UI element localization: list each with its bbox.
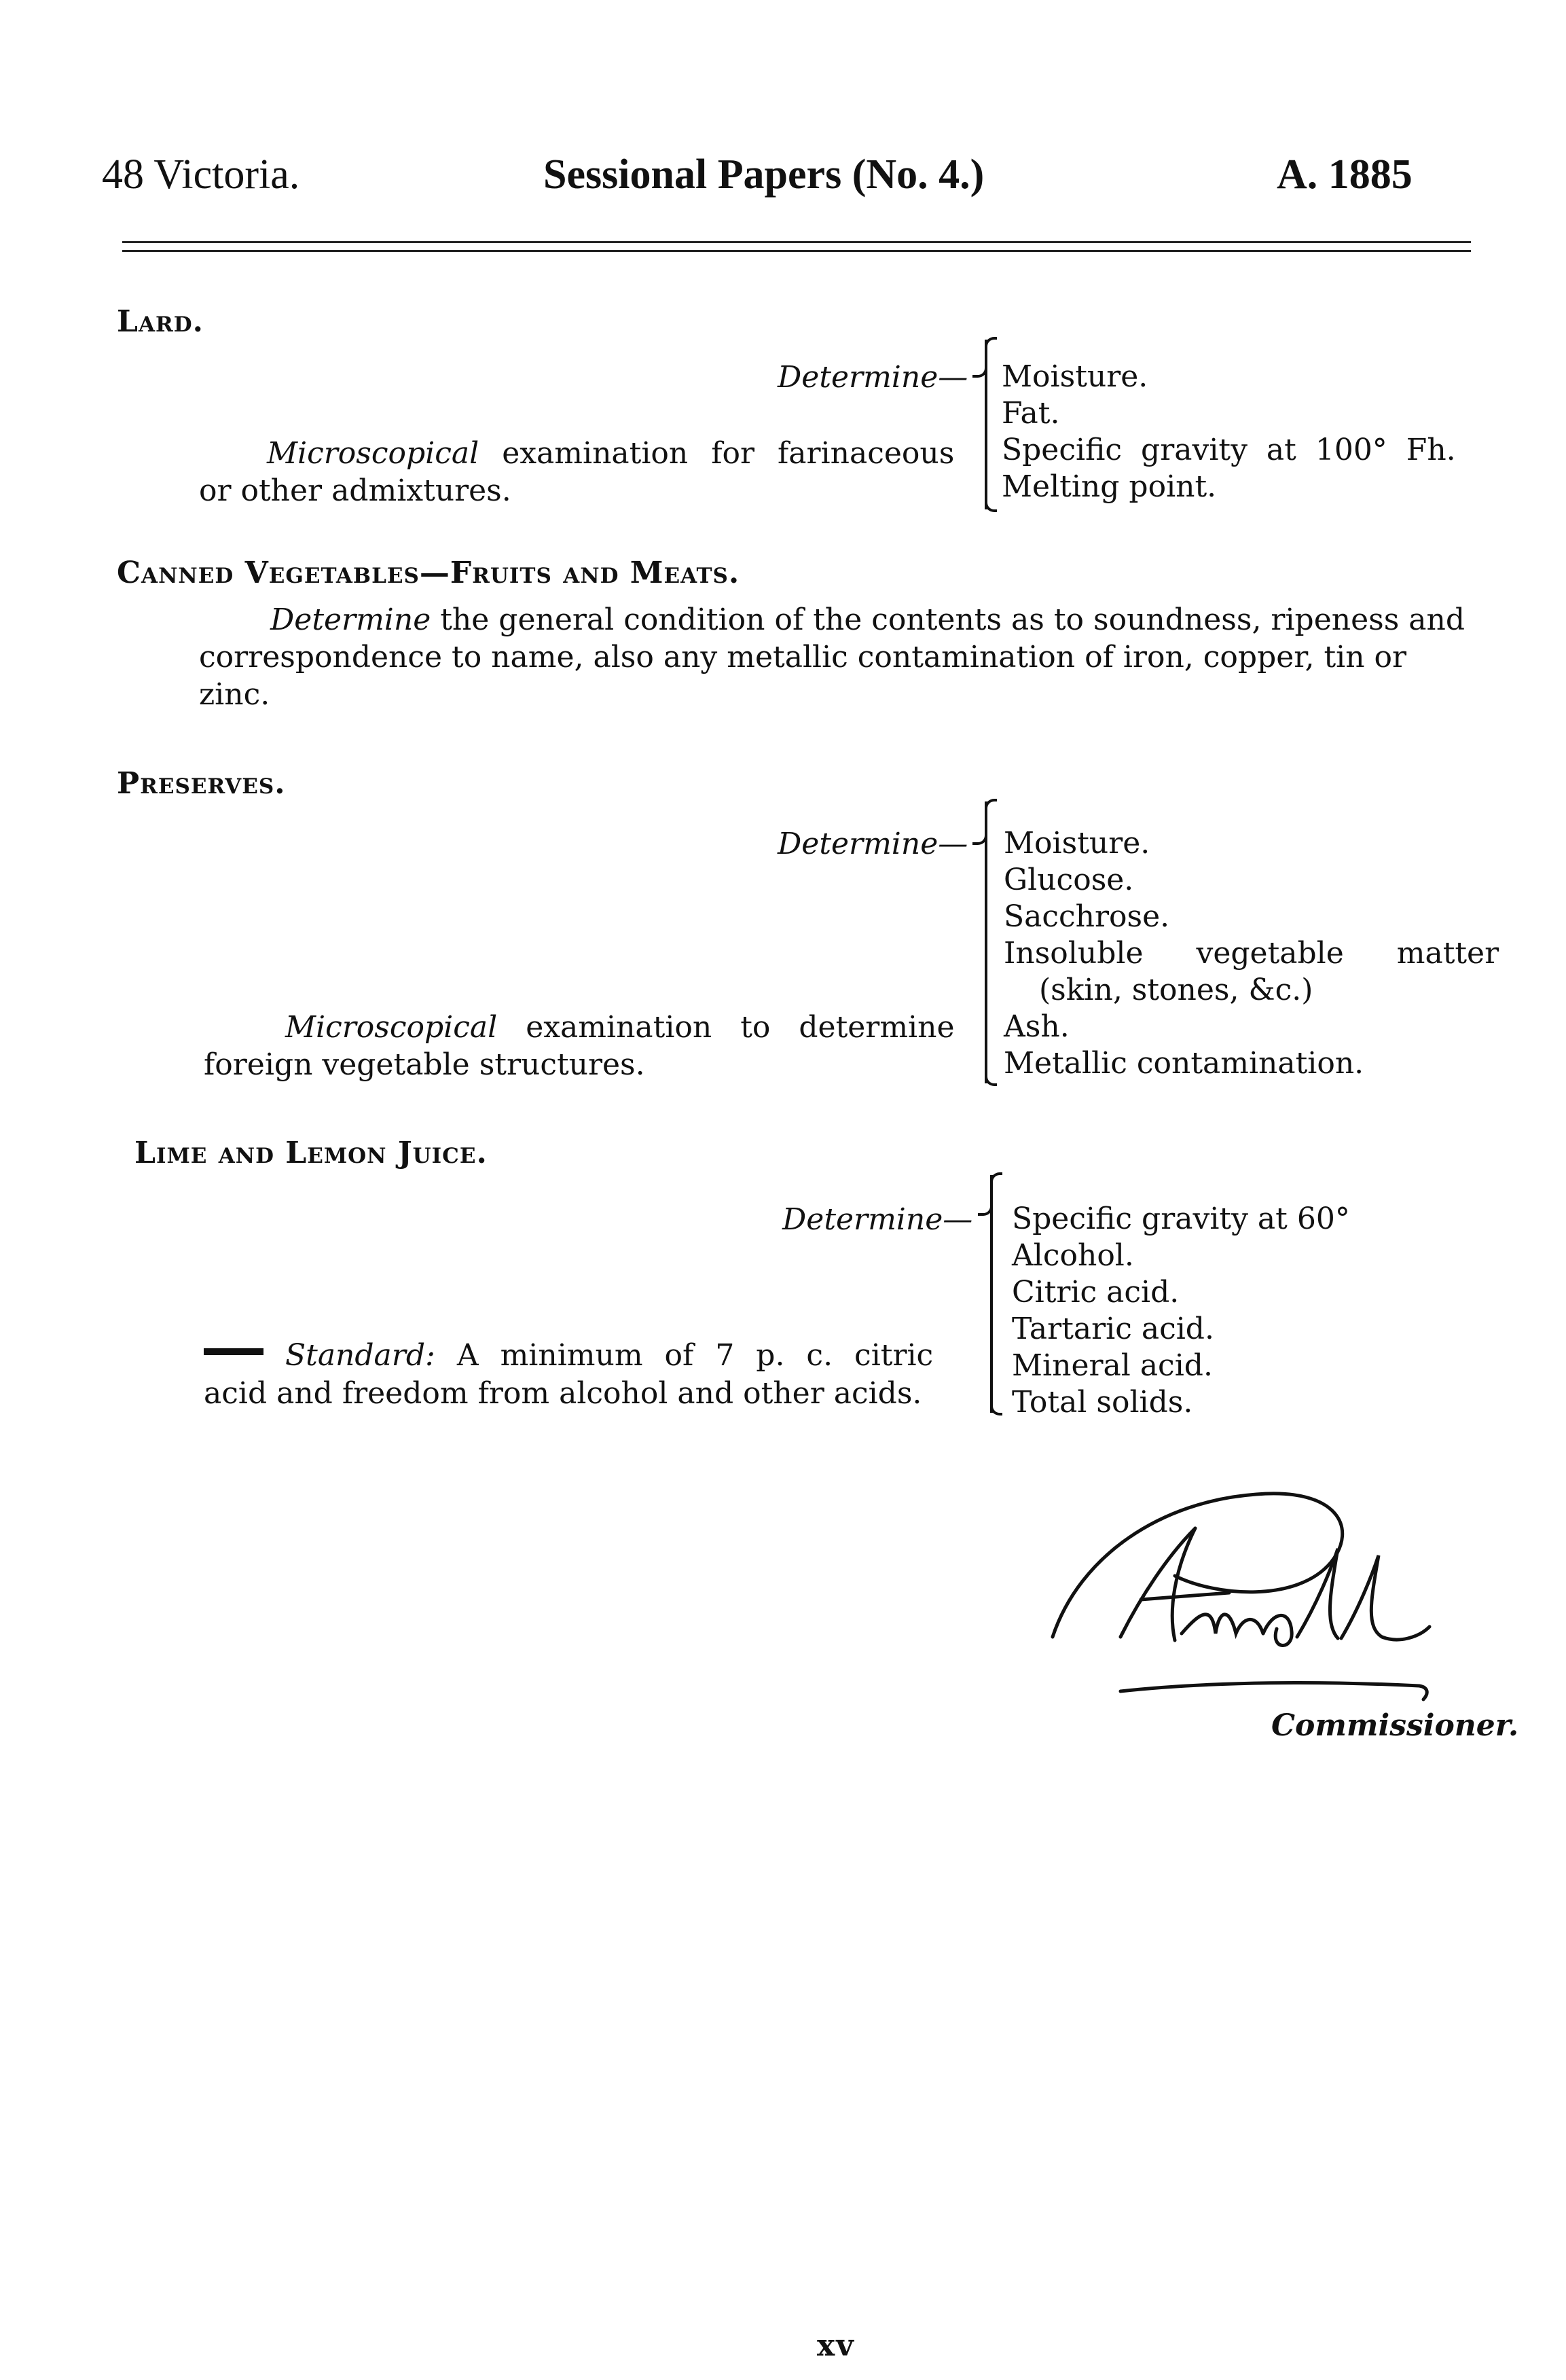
list-item: Fat.: [1002, 396, 1060, 431]
lime-determine: Determine—: [782, 1202, 973, 1237]
header-year: A. 1885: [1277, 151, 1413, 198]
list-item: (skin, stones, &c.): [1039, 973, 1313, 1007]
preserves-brace: [985, 801, 997, 1083]
header-title: Sessional Papers (No. 4.): [543, 151, 985, 198]
signature-image: [1039, 1454, 1460, 1718]
lard-items: [1002, 359, 1491, 505]
lime-standard-line2: acid and freedom from alcohol and other acids.: [204, 1376, 922, 1411]
list-item: Alcohol.: [1012, 1238, 1134, 1273]
signature-title: Commissioner.: [1271, 1708, 1519, 1743]
preserves-microscopical-line2: foreign vegetable structures.: [204, 1047, 645, 1082]
list-item: Moisture.: [1004, 826, 1150, 861]
section-heading-lard: Lard.: [117, 304, 204, 339]
emphasis: Microscopical: [267, 436, 479, 471]
preserves-microscopical-line1: [285, 1009, 955, 1046]
lard-microscopical-line2: or other admixtures.: [199, 473, 511, 508]
lime-brace: [990, 1175, 1002, 1413]
list-item: Tartaric acid.: [1012, 1312, 1214, 1346]
list-item: Mineral acid.: [1012, 1348, 1213, 1383]
text: examination to determine: [497, 1010, 955, 1045]
text: A minimum of 7 p. c. citric: [435, 1338, 934, 1373]
text: examination for farinaceous: [479, 436, 955, 471]
page-number: xv: [817, 2328, 855, 2363]
list-item: Specific gravity at 100° Fh.: [1002, 433, 1456, 467]
list-item: Metallic contamination.: [1004, 1046, 1364, 1081]
list-item: Moisture.: [1002, 359, 1148, 394]
text: the general condition of the contents as to soundness, ripeness and: [431, 602, 1465, 637]
lime-standard-line1: [285, 1337, 933, 1374]
pointing-hand-icon: [204, 1348, 263, 1355]
list-item: Sacchrose.: [1004, 899, 1170, 934]
section-heading-canned: Canned Vegetables—Fruits and Meats.: [117, 556, 740, 590]
list-item: Total solids.: [1012, 1385, 1193, 1420]
list-item: Specific gravity at 60°: [1012, 1202, 1350, 1236]
header-rule-top: [122, 241, 1471, 243]
preserves-items: [1004, 825, 1520, 1082]
header-rule-bottom: [122, 250, 1471, 252]
lard-microscopical-line1: [267, 435, 954, 472]
emphasis: Determine: [270, 602, 431, 637]
canned-line3: zinc.: [199, 677, 270, 712]
emphasis: Microscopical: [285, 1010, 498, 1045]
list-item: Insoluble vegetable matter: [1004, 936, 1499, 971]
list-item: Citric acid.: [1012, 1275, 1180, 1310]
lard-brace: [985, 340, 997, 509]
list-item: Ash.: [1004, 1009, 1070, 1044]
canned-line2: correspondence to name, also any metallic contamination of iron, copper, tin or: [199, 640, 1407, 674]
list-item: Glucose.: [1004, 863, 1134, 897]
canned-line1: [270, 601, 1465, 638]
preserves-determine: Determine—: [778, 827, 968, 861]
lime-items: [1012, 1201, 1487, 1421]
section-heading-preserves: Preserves.: [117, 766, 286, 801]
header-volume: 48 Victoria.: [102, 151, 300, 198]
list-item: Melting point.: [1002, 469, 1217, 504]
section-heading-lime: Lime and Lemon Juice.: [134, 1136, 488, 1170]
lard-determine: Determine—: [778, 360, 968, 395]
emphasis: Standard:: [285, 1338, 435, 1373]
